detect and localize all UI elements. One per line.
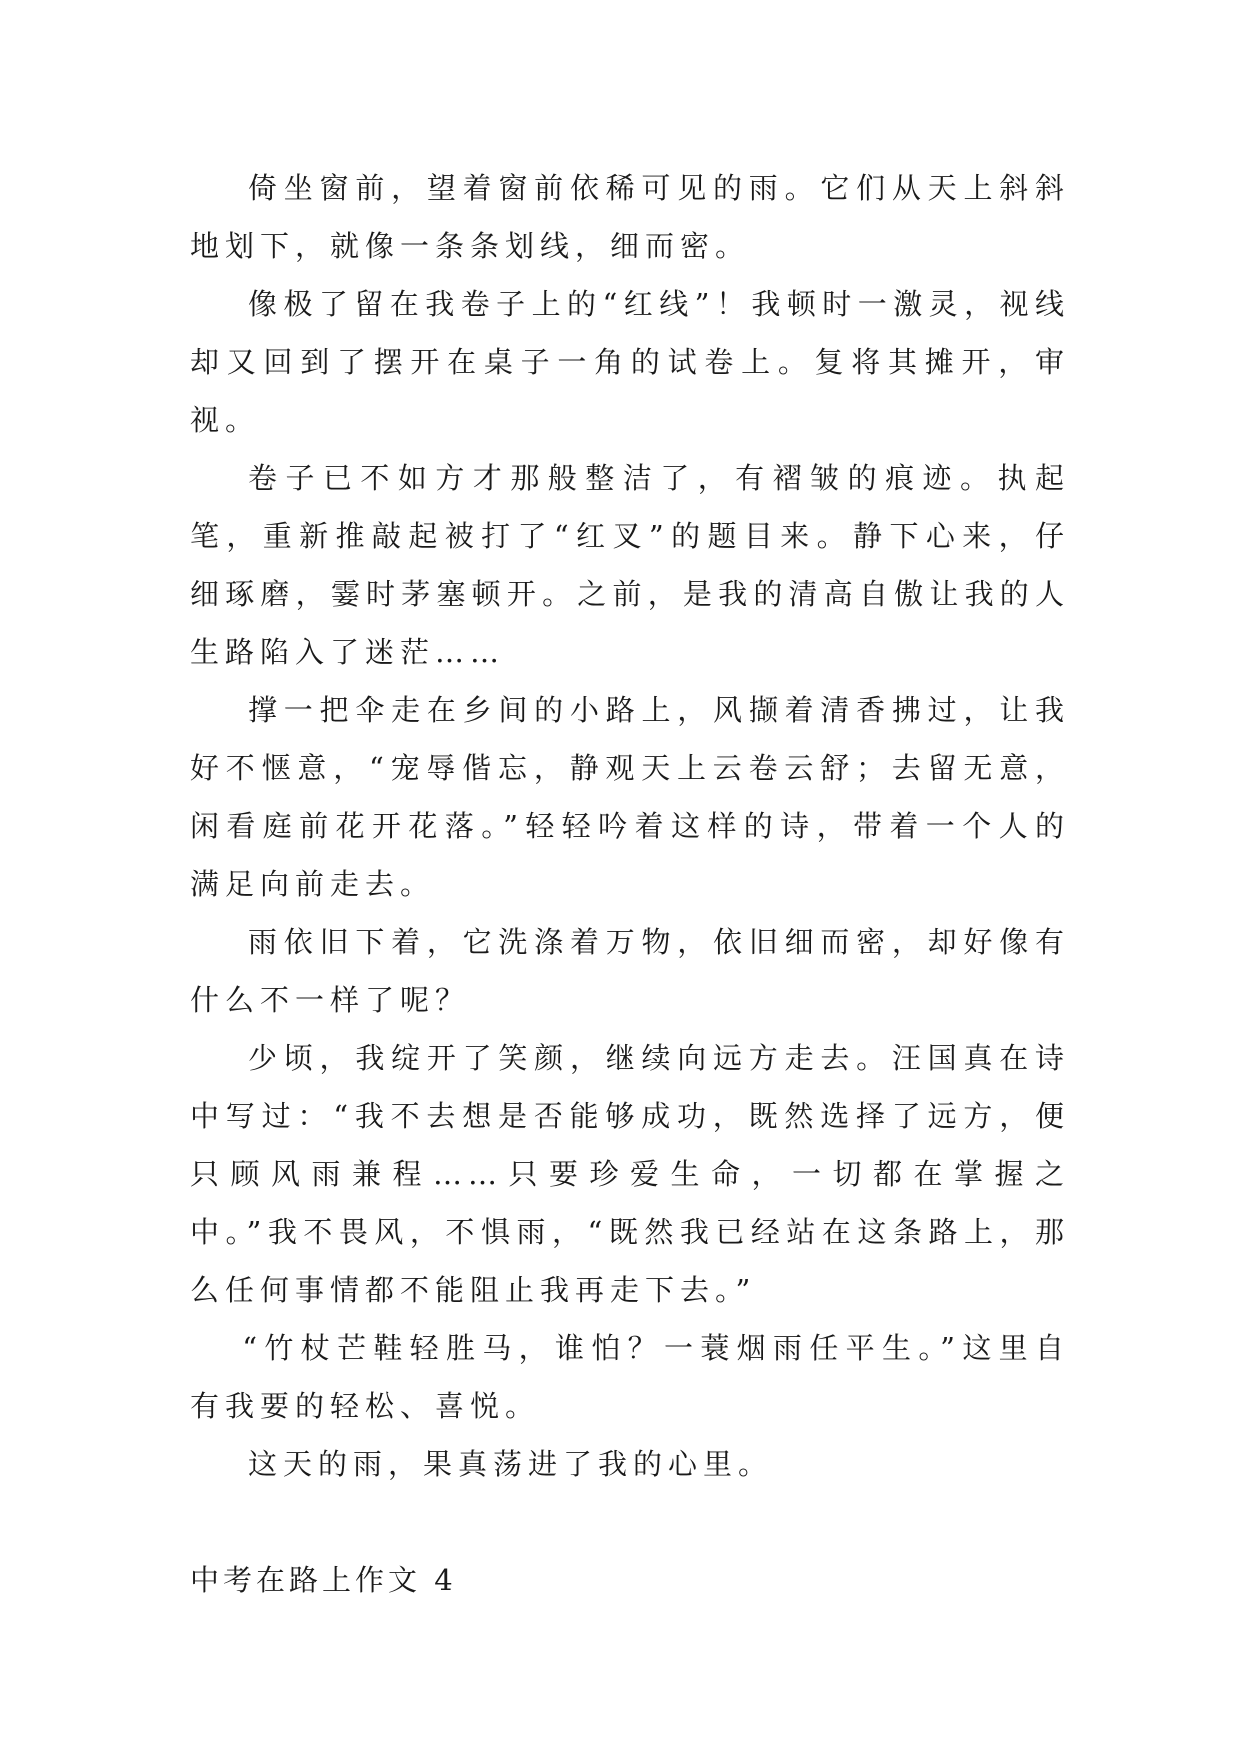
paragraph-7: “竹杖芒鞋轻胜马，谁怕？一蓑烟雨任平生。”这里自有我要的轻松、喜悦。 bbox=[190, 1331, 1070, 1423]
paragraph-1: 倚坐窗前，望着窗前依稀可见的雨。它们从天上斜斜地划下，就像一条条划线，细而密。 bbox=[190, 171, 1070, 263]
paragraph-5: 雨依旧下着，它洗涤着万物，依旧细而密，却好像有什么不一样了呢？ bbox=[190, 925, 1070, 1017]
paragraph-6: 少顷，我绽开了笑颜，继续向远方走去。汪国真在诗中写过：“我不去想是否能够成功，既然选择了远方，便只顾风雨兼程……只要珍爱生命，一切都在掌握之中。”我不畏风，不惧雨，“既然我已经站在这条路上，那么任何事情都不能阻止我再走下去。” bbox=[190, 1041, 1070, 1307]
document-body bbox=[190, 159, 1070, 1609]
paragraph-8: 这天的雨，果真荡进了我的心里。 bbox=[248, 1447, 774, 1481]
paragraph-3: 卷子已不如方才那般整洁了，有褶皱的痕迹。执起笔，重新推敲起被打了“红叉”的题目来。静下心来，仔细琢磨，霎时茅塞顿开。之前，是我的清高自傲让我的人生路陷入了迷茫…… bbox=[190, 461, 1070, 669]
section-heading: 中考在路上作文 4 bbox=[190, 1563, 457, 1597]
section-spacer bbox=[190, 1493, 1070, 1551]
paragraph-2: 像极了留在我卷子上的“红线”！我顿时一激灵，视线却又回到了摆开在桌子一角的试卷上。复将其摊开，审视。 bbox=[190, 287, 1070, 437]
paragraph-4: 撑一把伞走在乡间的小路上，风撷着清香拂过，让我好不惬意，“宠辱偕忘，静观天上云卷云舒；去留无意，闲看庭前花开花落。”轻轻吟着这样的诗，带着一个人的满足向前走去。 bbox=[190, 693, 1070, 901]
